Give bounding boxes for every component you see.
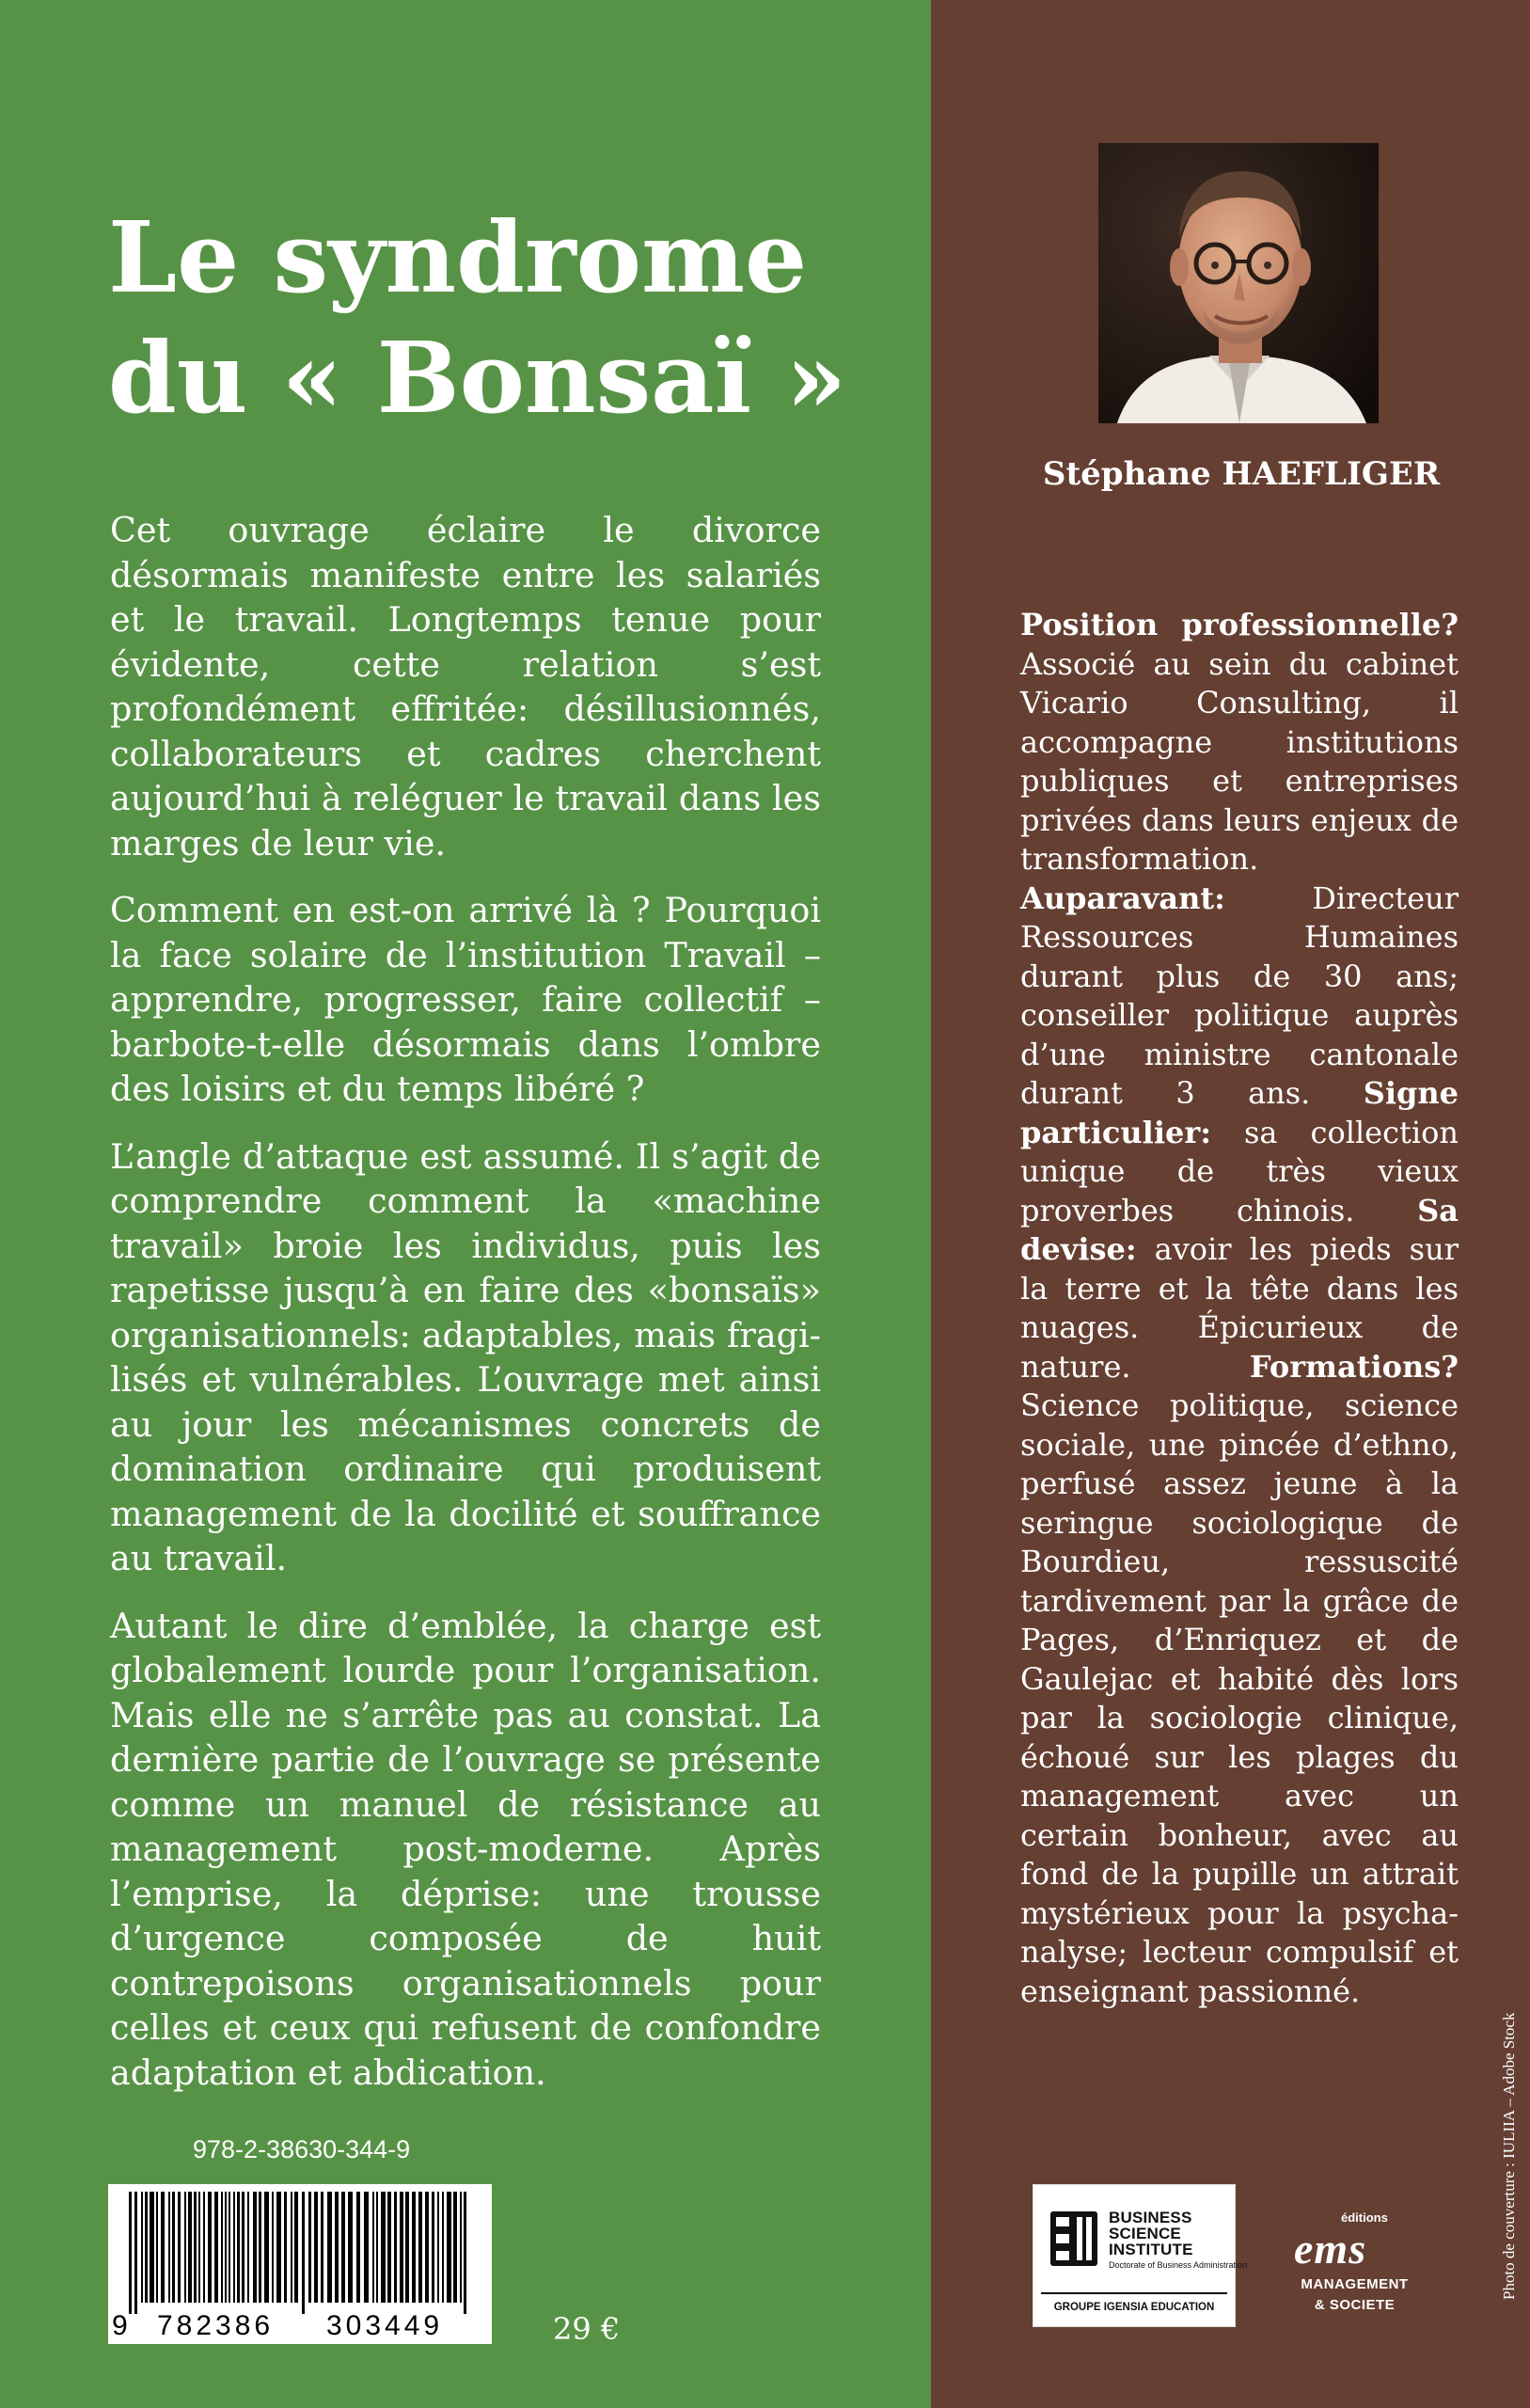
author-photo (1098, 143, 1379, 423)
title-line-2: du « Bonsaï » (108, 320, 847, 436)
bio-heading-position: Position professionnelle? (1020, 607, 1459, 642)
bsi-line-1: BUSINESS (1109, 2209, 1192, 2226)
ems-wordmark: ems (1294, 2225, 1367, 2273)
synopsis-paragraph-1: Cet ouvrage éclaire le divorce désormais manifeste entre les salariés et le travail. Longtemps tenue pour évidente, cette relation s’est profondément effritée: désillusionnés, collaborateurs et cadres cherchent aujourd’hui à reléguer le travail dans les marges de leur vie. (110, 510, 821, 863)
synopsis-paragraph-2: Comment en est-on arrivé là ? Pourquoi la face solaire de l’institution Travail – apprendre, progresser, faire collectif – barbote-t-elle désormais dans l’ombre des loisirs et du temps libéré ? (110, 890, 821, 1109)
photo-credit: Photo de couverture : IULIIA – Adobe Stock (1500, 2012, 1518, 2300)
title-line-1: Le syndrome (108, 199, 808, 315)
ems-editions: éditions (1341, 2210, 1388, 2225)
price: 29 € (553, 2311, 621, 2347)
bsi-line-3: INSTITUTE (1109, 2241, 1193, 2258)
barcode-digits-left: 782386 (157, 2310, 275, 2341)
bsi-divider (1041, 2292, 1227, 2294)
bsi-name (1109, 2210, 1231, 2258)
bsi-group: GROUPE IGENSIA EDUCATION (1053, 2302, 1215, 2313)
bio-text-position: Associé au sein du cabinet Vicario Consulting, il accompagne institutions publiques et entreprises privées dans leurs enjeux de transformation. (1020, 645, 1459, 877)
bsi-mark-icon (1050, 2211, 1097, 2266)
synopsis-paragraph-4: Autant le dire d’emblée, la charge est globalement lourde pour l’organisation. Mais elle ne s’arrête pas au constat. La dernière partie de l’ouvrage se présente comme un manuel de résistance au management post-moderne. Après l’emprise, la déprise: une trousse d’urgence composée de huit contrepoisons organisationnels pour celles et ceux qui refusent de confondre adaptation et abdication. (110, 1605, 821, 2093)
book-title (108, 198, 898, 438)
bio-heading-education: Formations? (1249, 1348, 1459, 1385)
bio-text-motto: avoir les pieds sur la terre et la tête dans les nuages. Épicurieux de nature. (1020, 1231, 1459, 1385)
ems-line-2: & SOCIETE (1314, 2297, 1396, 2313)
barcode-digits-right: 303449 (326, 2310, 444, 2341)
bio-text-education: Science politique, science sociale, une pincée d’ethno, perfusé assez jeune à la seringue sociologique de Bourdieu, ressuscité tardivement par la grâce de Pages, d’Enriquez et de Gaulejac et habité dès lors par la sociologie clinique, échoué sur les plages du management avec un certain bonheur, avec au fond de la pupille un attrait mystérieux pour la psychanalyse; lecteur compulsif et enseignant passionné. (1020, 1387, 1459, 2009)
bsi-logo (1033, 2184, 1248, 2327)
bsi-line-2: SCIENCE (1109, 2225, 1181, 2242)
bio-text-previously: Directeur Ressources Humaines durant plus de 30 ans; conseiller politique auprès d’une ministre cantonale durant 3 ans. (1020, 879, 1459, 1111)
ems-line-1: MANAGEMENT (1301, 2276, 1409, 2292)
author-portrait-image (1098, 143, 1379, 423)
barcode-bars (129, 2192, 473, 2314)
ems-logo (1286, 2210, 1423, 2333)
bio-heading-distinguishing-mark: Signe particulier: (1020, 1075, 1459, 1150)
isbn: 978-2-38630-344-9 (193, 2135, 411, 2163)
synopsis-paragraph-3: L’angle d’attaque est assumé. Il s’agit de comprendre comment la «machine travail» broie les individus, puis les rapetisse jusqu’à en faire des «bonsaïs» organisationnels: adaptables, mais fragilisés et vulnérables. L’ouvrage met ainsi au jour les mécanismes concrets de domination ordinaire qui produisent management de la docilité et souffrance au travail. (110, 1135, 821, 1578)
barcode-digit-first: 9 (112, 2310, 128, 2341)
bio-heading-previously: Auparavant: (1020, 879, 1225, 916)
bio-text-distinguishing-mark: sa collection unique de très vieux proverbes chinois. (1020, 1114, 1459, 1228)
synopsis (110, 508, 821, 2117)
barcode (108, 2184, 492, 2344)
bio-heading-motto: Sa devise: (1020, 1192, 1459, 1267)
author-bio (1020, 606, 1459, 2011)
bsi-subtitle: Doctorate of Business Administration (1109, 2260, 1248, 2270)
author-name: Stéphane HAEFLIGER (1042, 455, 1441, 493)
